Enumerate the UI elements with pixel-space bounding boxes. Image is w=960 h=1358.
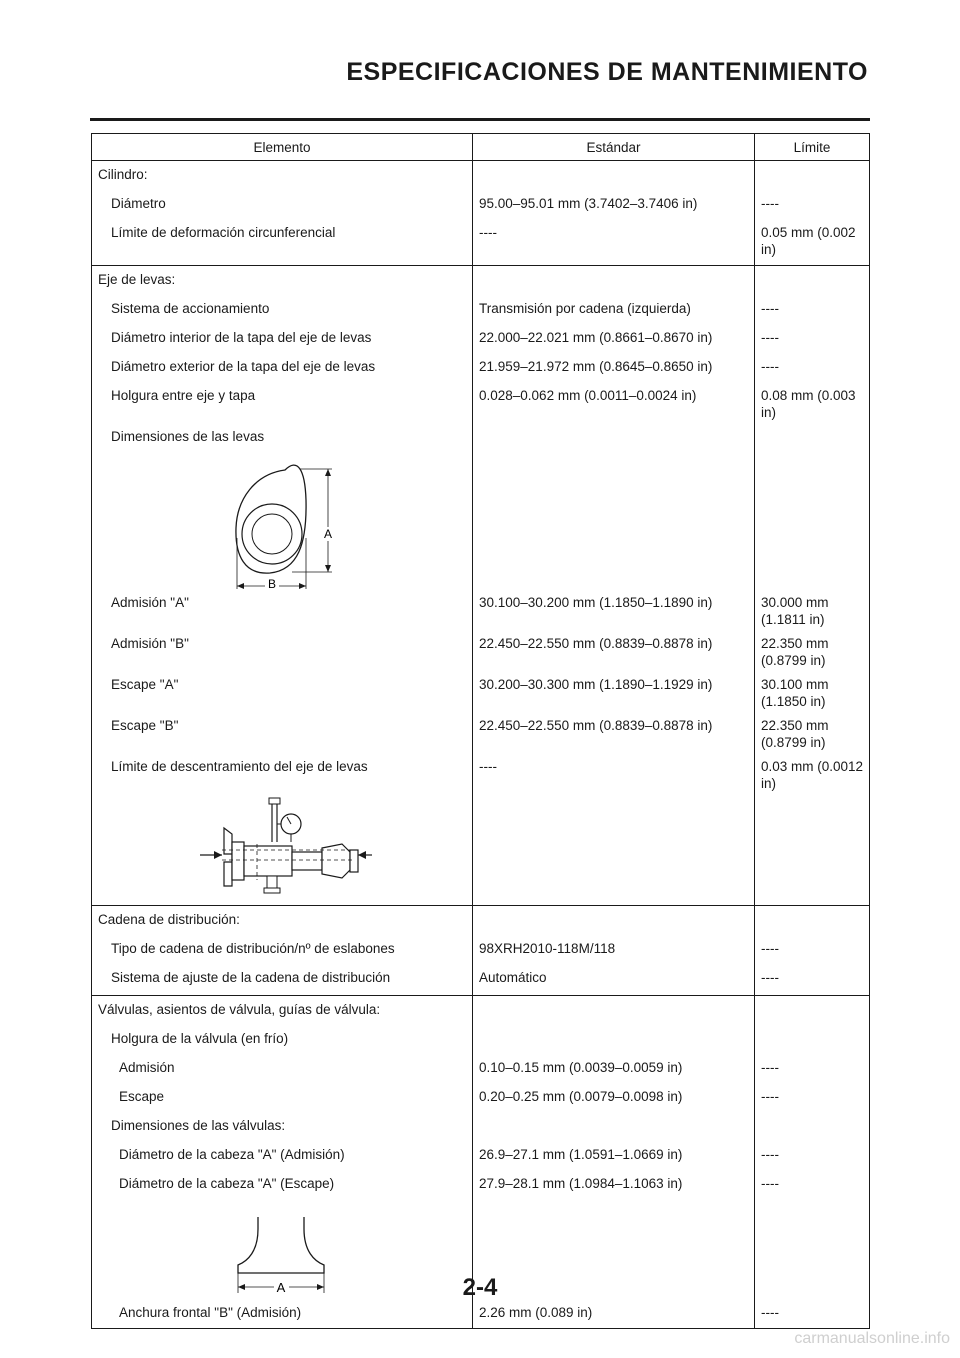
camshaft-runout-diagram (92, 794, 470, 905)
limit-value: ---- (755, 935, 870, 964)
figure-row (92, 794, 870, 906)
limit-value: ---- (755, 1054, 870, 1083)
limit-value: 22.350 mm (0.8799 in) (755, 630, 870, 671)
limit-value: 0.08 mm (0.003 in) (755, 382, 870, 423)
section-heading-row (92, 161, 870, 191)
table-row (92, 589, 870, 630)
section-heading: Cadena de distribución: (92, 906, 473, 936)
table-row (92, 1170, 870, 1199)
standard-value: 22.000–22.021 mm (0.8661–0.8670 in) (473, 324, 755, 353)
section-heading-row (92, 906, 870, 936)
item-label: Admisión "B" (92, 630, 473, 671)
item-label: Dimensiones de las válvulas: (92, 1112, 473, 1141)
column-header-elemento: Elemento (92, 134, 473, 161)
standard-value: 2.26 mm (0.089 in) (473, 1299, 755, 1329)
item-label: Límite de deformación circunferencial (92, 219, 473, 266)
item-label: Tipo de cadena de distribución/nº de eslabones (92, 935, 473, 964)
table-row (92, 382, 870, 423)
standard-value: ---- (473, 219, 755, 266)
table-row (92, 630, 870, 671)
limit-value: ---- (755, 1170, 870, 1199)
item-label: Admisión (92, 1054, 473, 1083)
standard-value: 26.9–27.1 mm (1.0591–1.0669 in) (473, 1141, 755, 1170)
item-label: Diámetro (92, 190, 473, 219)
standard-value: ---- (473, 753, 755, 794)
column-header-limite: Límite (755, 134, 870, 161)
table-row (92, 353, 870, 382)
table-row (92, 753, 870, 794)
limit-value: ---- (755, 1299, 870, 1329)
table-row (92, 1299, 870, 1329)
page-number: 2-4 (462, 1274, 498, 1301)
column-header-estandar: Estándar (473, 134, 755, 161)
dimension-label-a: A (323, 527, 333, 541)
limit-value: ---- (755, 190, 870, 219)
item-label: Sistema de accionamiento (92, 295, 473, 324)
standard-value: 30.100–30.200 mm (1.1850–1.1890 in) (473, 589, 755, 630)
section-heading-row (92, 996, 870, 1026)
standard-value: 30.200–30.300 mm (1.1890–1.1929 in) (473, 671, 755, 712)
standard-value: 27.9–28.1 mm (1.0984–1.1063 in) (473, 1170, 755, 1199)
item-label: Escape "A" (92, 671, 473, 712)
item-label: Diámetro interior de la tapa del eje de levas (92, 324, 473, 353)
table-header-row (92, 134, 870, 161)
item-label: Anchura frontal "B" (Admisión) (92, 1299, 473, 1329)
table-row (92, 324, 870, 353)
table-row (92, 219, 870, 266)
dimension-label-b: B (267, 577, 277, 589)
limit-value: 30.000 mm (1.1811 in) (755, 589, 870, 630)
standard-value: 22.450–22.550 mm (0.8839–0.8878 in) (473, 630, 755, 671)
dimension-label-a: A (276, 1280, 286, 1295)
limit-value: 30.100 mm (1.1850 in) (755, 671, 870, 712)
item-label: Holgura de la válvula (en frío) (92, 1025, 473, 1054)
section-heading-row (92, 266, 870, 296)
section-heading: Válvulas, asientos de válvula, guías de válvula: (92, 996, 473, 1026)
section-heading: Eje de levas: (92, 266, 473, 296)
limit-value: ---- (755, 1083, 870, 1112)
limit-value: 0.05 mm (0.002 in) (755, 219, 870, 266)
item-label: Escape "B" (92, 712, 473, 753)
table-row (92, 1083, 870, 1112)
item-label: Límite de descentramiento del eje de levas (92, 753, 473, 794)
item-label: Dimensiones de las levas (92, 423, 473, 452)
table-row (92, 1054, 870, 1083)
standard-value: Automático (473, 964, 755, 996)
item-label: Admisión "A" (92, 589, 473, 630)
limit-value: ---- (755, 353, 870, 382)
watermark: carmanualsonline.info (794, 1330, 950, 1347)
item-label: Diámetro exterior de la tapa del eje de levas (92, 353, 473, 382)
table-row (92, 423, 870, 452)
limit-value: 0.03 mm (0.0012 in) (755, 753, 870, 794)
standard-value: Transmisión por cadena (izquierda) (473, 295, 755, 324)
item-label: Escape (92, 1083, 473, 1112)
table-row (92, 295, 870, 324)
limit-value: 22.350 mm (0.8799 in) (755, 712, 870, 753)
table-row (92, 712, 870, 753)
table-row (92, 190, 870, 219)
figure-row (92, 452, 870, 589)
section-heading: Cilindro: (92, 161, 473, 191)
limit-value: ---- (755, 324, 870, 353)
title-rule (90, 118, 870, 121)
limit-value: ---- (755, 295, 870, 324)
standard-value: 22.450–22.550 mm (0.8839–0.8878 in) (473, 712, 755, 753)
standard-value: 0.10–0.15 mm (0.0039–0.0059 in) (473, 1054, 755, 1083)
table-row (92, 1112, 870, 1141)
table-row (92, 1025, 870, 1054)
table-row (92, 1141, 870, 1170)
table-row (92, 964, 870, 996)
page-title: ESPECIFICACIONES DE MANTENIMIENTO (346, 58, 868, 86)
standard-value: 21.959–21.972 mm (0.8645–0.8650 in) (473, 353, 755, 382)
item-label: Holgura entre eje y tapa (92, 382, 473, 423)
item-label: Diámetro de la cabeza "A" (Escape) (92, 1170, 473, 1199)
table-row (92, 935, 870, 964)
table-row (92, 671, 870, 712)
standard-value: 95.00–95.01 mm (3.7402–3.7406 in) (473, 190, 755, 219)
limit-value: ---- (755, 1141, 870, 1170)
item-label: Diámetro de la cabeza "A" (Admisión) (92, 1141, 473, 1170)
standard-value: 0.028–0.062 mm (0.0011–0.0024 in) (473, 382, 755, 423)
spec-table (91, 133, 870, 1329)
limit-value: ---- (755, 964, 870, 996)
cam-lobe-diagram (92, 452, 470, 589)
standard-value: 0.20–0.25 mm (0.0079–0.0098 in) (473, 1083, 755, 1112)
item-label: Sistema de ajuste de la cadena de distribución (92, 964, 473, 996)
standard-value: 98XRH2010-118M/118 (473, 935, 755, 964)
